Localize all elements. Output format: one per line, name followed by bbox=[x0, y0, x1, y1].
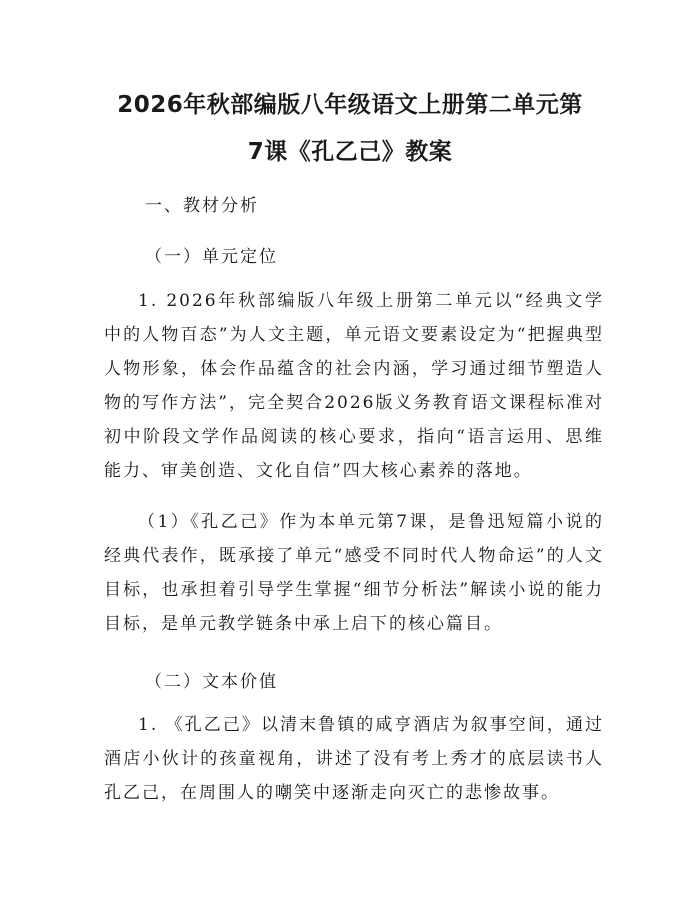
subsection-heading-unit-positioning: （一）单元定位 bbox=[145, 247, 278, 267]
paragraph-text-summary: 1. 《孔乙己》以清末鲁镇的咸亨酒店为叙事空间，通过酒店小伙计的孩童视角，讲述了没有考上秀才的底层读书人孔乙己，在周围人的嘲笑中逐渐走向灭亡的悲惨故事。 bbox=[104, 715, 604, 803]
subsection-heading-text-value: （二）文本价值 bbox=[145, 672, 278, 692]
paragraph-lesson-role: （1）《孔乙己》作为本单元第7课，是鲁迅短篇小说的经典代表作，既承接了单元“感受不同时代人物命运”的人文目标，也承担着引导学生掌握“细节分析法”解读小说的能力目标，是单元教学链条中承上启下的核心篇目。 bbox=[104, 512, 604, 634]
document-title-line-2: 7课《孔乙己》教案 bbox=[247, 139, 453, 165]
paragraph-unit-theme: 1. 2026年秋部编版八年级上册第二单元以“经典文学中的人物百态”为人文主题，单元语文要素设定为“把握典型人物形象，体会作品蕴含的社会内涵，学习通过细节塑造人物的写作方法”，完全契合2026版义务教育语文课程标准对初中阶段文学作品阅读的核心要求，指向“语言运用、思维能力、审美创造、文化自信”四大核心素养的落地。 bbox=[104, 291, 604, 481]
document-title-line-1: 2026年秋部编版八年级语文上册第二单元第 bbox=[117, 92, 583, 118]
section-heading-teaching-material-analysis: 一、教材分析 bbox=[145, 196, 259, 216]
